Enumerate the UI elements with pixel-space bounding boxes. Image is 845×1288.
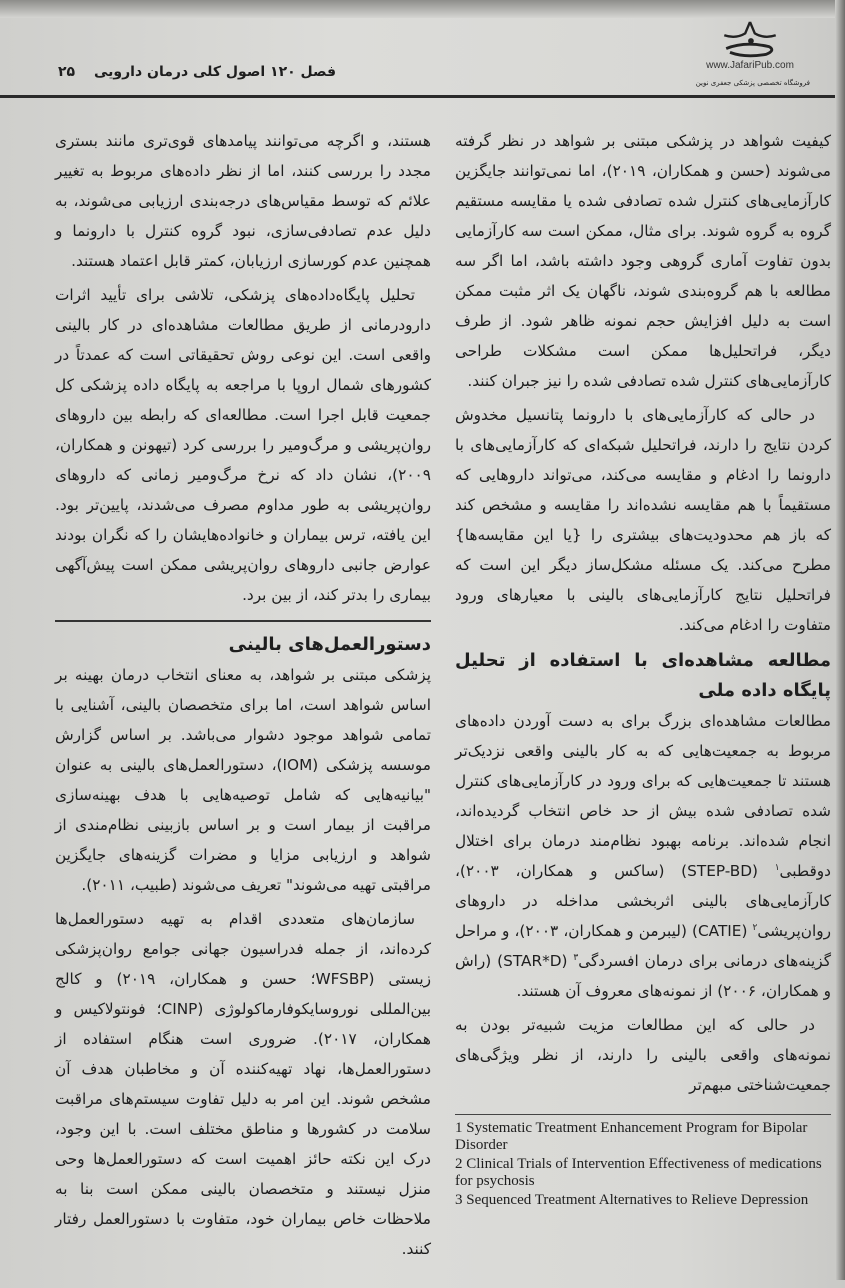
calligraphy-logo-icon	[715, 20, 785, 60]
footnote: 1 Systematic Treatment Enhancement Program for Bipolar Disorder	[455, 1120, 808, 1153]
footnote-rule	[455, 1114, 831, 1115]
footnote-ref: ۳	[573, 952, 579, 963]
section-divider	[55, 620, 431, 622]
section-heading: مطالعه مشاهده‌ای با استفاده از تحلیل پایگاه داده ملی	[455, 650, 831, 701]
publisher-url: www.JafariPub.com	[706, 60, 794, 71]
section-heading: دستورالعمل‌های بالینی	[228, 634, 431, 655]
page-edge-shadow	[835, 0, 845, 1280]
running-header	[58, 64, 336, 80]
left-column	[55, 126, 431, 1288]
paragraph: هستند، و اگرچه می‌توانند پیامدهای قوی‌تری مانند بستری مجدد را بررسی کنند، اما از نظر داده‌های مربوط به تغییر علائم که توسط مقیاس‌های درجه‌بندی ارزیابی می‌شوند، به دلیل عدم تصادفی‌سازی، نبود گروه کنترل با دارونما و همچنین عدم کورسازی ارزیابان، کمتر قابل اعتماد هستند.	[55, 132, 431, 270]
footnote: 2 Clinical Trials of Intervention Effectiveness of medications for psychosis	[455, 1156, 822, 1189]
text: (STEP-BD) (ساکس و همکاران، ۲۰۰۳)، کارآزمایی‌های بالینی اثربخشی مداخله در داروهای روان‌پریشی	[455, 862, 831, 940]
footnote: 3 Sequenced Treatment Alternatives to Relieve Depression	[455, 1192, 809, 1208]
page-number: ۲۵	[58, 64, 76, 80]
footnote-ref: ۱	[774, 862, 780, 873]
text: (STAR*D) (راش و همکاران، ۲۰۰۶) از نمونه‌های معروف آن هستند.	[455, 952, 831, 1000]
paragraph: سازمان‌های متعددی اقدام به تهیه دستورالعمل‌ها کرده‌اند، از جمله فدراسیون جهانی جوامع روان‌پزشکی زیستی (WFSBP؛ حسن و همکاران، ۲۰۱۹) و کالج بین‌المللی نوروسایکوفارماکولوژی (CINP؛ فونتولاکیس و همکاران، ۲۰۱۷). ضروری است هنگام استفاده از دستورالعمل‌ها، نهاد تهیه‌کننده آن و مخاطبان هدف آن مشخص شوند. این امر به دلیل تفاوت سیستم‌های مراقبت سلامت در کشورها و مناطق مختلف است. با این وجود، درک این نکته حائز اهمیت است که دستورالعمل‌ها وحی منزل نیستند و متخصصان بالینی ممکن است بنا به ملاحظات خاص بیماران خود، متفاوت با دستورالعمل رفتار کنند.	[55, 910, 431, 1258]
paragraph	[455, 706, 831, 1006]
paragraph: پزشکی مبتنی بر شواهد، به معنای انتخاب درمان بهینه بر اساس شواهد است، اما برای متخصصان بالینی، آشنایی با تمامی شواهد موجود دشوار می‌باشد. بر اساس گزارش موسسه پزشکی (IOM)، دستورالعمل‌های بالینی به عنوان "بیانیه‌هایی که شامل توصیه‌هایی با هدف بهینه‌سازی مراقبت از بیمار است و بر اساس بازبینی نظام‌مندی از شواهد و ارزیابی مزایا و مضرات گزینه‌های جایگزین مراقبتی تهیه می‌شوند" تعریف می‌شوند (طبیب، ۲۰۱۱).	[55, 666, 431, 894]
paragraph: در حالی که این مطالعات مزیت شبیه‌تر بودن به نمونه‌های واقعی بالینی را دارند، از نظر ویژگی‌های جمعیت‌شناختی مبهم‌تر	[455, 1016, 831, 1094]
paragraph: تحلیل پایگاه‌داده‌های پزشکی، تلاشی برای تأیید اثرات دارودرمانی از طریق مطالعات مشاهده‌ای در کار بالینی واقعی است. این نوعی روش تحقیقاتی است که عمدتاً در کشورهای شمال اروپا با مراجعه به پایگاه داده پزشکی کل جمعیت قابل اجرا است. مطالعه‌ای که رابطه بین داروهای روان‌پریشی و مرگ‌ومیر را بررسی کرد (تیهونن و همکاران، ۲۰۰۹)، نشان داد که نرخ مرگ‌ومیر زمانی که داروهای روان‌پریشی به طور مداوم مصرف می‌شدند، پایین‌تر بود. این یافته، ترس بیماران و خانواده‌هایشان را که نگران بودند عوارض جانبی داروهای روان‌پریشی ممکن است پیش‌آگهی بیماری را بدتر کند، از بین برد.	[55, 286, 431, 604]
publisher-logo	[690, 20, 810, 88]
publisher-name: فروشگاه تخصصی پزشکی جعفری نوین	[695, 79, 810, 87]
page-top-shadow	[0, 0, 845, 18]
paragraph: کیفیت شواهد در پزشکی مبتنی بر شواهد در نظر گرفته می‌شوند (حسن و همکاران، ۲۰۱۹)، اما نمی‌توانند جایگزین کارآزمایی‌های کنترل شده تصادفی شده یا مقایسه مستقیم گروه به گروه شوند. برای مثال، ممکن است سه کارآزمایی بدون تفاوت آماری گروهی وجود داشته باشد، اما اگر سه مطالعه با هم گروه‌بندی شوند، ناگهان یک اثر مثبت ممکن است به دلیل افزایش حجم نمونه ظاهر شود. از طرف دیگر، فراتحلیل‌ها ممکن است مشکلات طراحی کارآزمایی‌های کنترل شده تصادفی شده را نیز جبران کنند.	[455, 132, 831, 390]
header-rule	[0, 95, 835, 98]
paragraph: در حالی که کارآزمایی‌های با دارونما پتانسیل مخدوش کردن نتایج را دارند، فراتحلیل شبکه‌ای که کارآزمایی‌های با دارونما را ادغام و مقایسه می‌کند، می‌تواند داروهایی که مستقیماً با هم مقایسه نشده‌اند را مقایسه و مشخص کند که باز هم محدودیت‌های بیشتری را {یا این مقایسه‌ها} مطرح می‌کند. یک مسئله مشکل‌ساز دیگر این است که فراتحلیل نتایج کارآزمایی‌های بالینی با معیارهای ورود متفاوت را ادغام می‌کند.	[455, 406, 831, 634]
footnotes	[455, 1120, 831, 1209]
chapter-title: اصول کلی درمان دارویی	[93, 64, 266, 80]
text: مطالعات مشاهده‌ای بزرگ برای به دست آوردن داده‌های مربوط به جمعیت‌هایی که به کار بالینی واقعی نزدیک‌تر هستند تا جمعیت‌هایی که برای ورود در کارآزمایی‌های کنترل شده تصادفی شده بیش از حد خاص انتخاب گردیده‌اند، انجام شده‌اند. برنامه بهبود نظام‌مند درمان برای اختلال دوقطبی	[455, 712, 831, 880]
footnote-ref: ۲	[752, 922, 758, 933]
chapter-label: فصل ۱۲۰	[270, 64, 337, 80]
right-column	[455, 126, 831, 1231]
text: (CATIE) (لیبرمن و همکاران، ۲۰۰۳)، و مراحل گزینه‌های درمانی برای درمان افسردگی	[455, 922, 831, 970]
